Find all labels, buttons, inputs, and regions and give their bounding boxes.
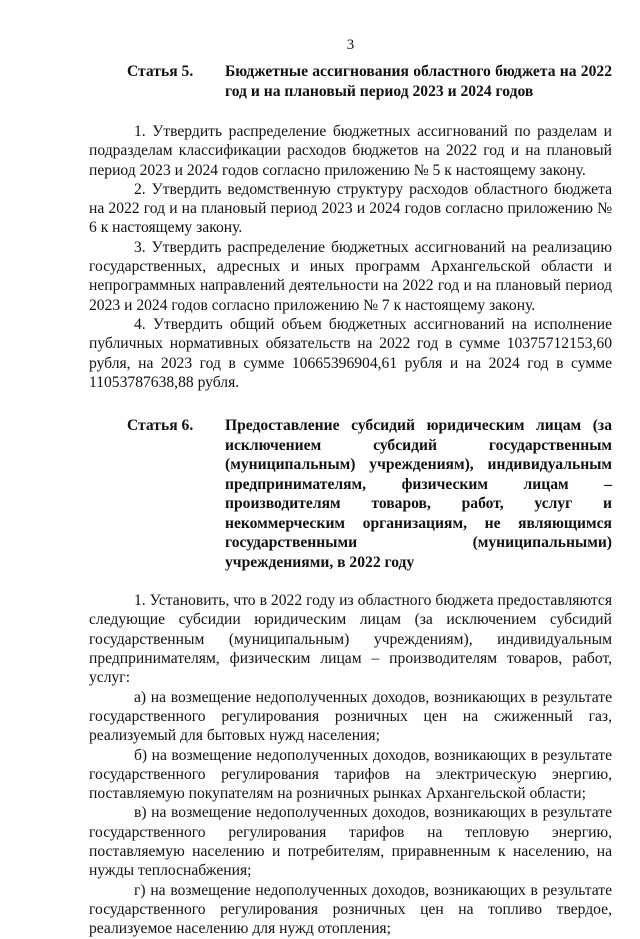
article-6-heading	[89, 416, 612, 572]
article-5-paragraph-1: 1. Утвердить распределение бюджетных ассигнований по разделам и подразделам классификации расходов бюджетов на 2022 год и на плановый период 2023 и 2024 годов согласно приложению № 5 к настоящему закону.	[89, 123, 612, 179]
article-6-paragraph-1: 1. Установить, что в 2022 году из областного бюджета предоставляются следующие субсидии юридическим лицам (за исключением субсидий государственным (муниципальным) учреждениям), индивидуальным предпринимателям, физическим лицам – производителям товаров, работ, услуг:	[89, 592, 612, 687]
article-6-body	[89, 591, 612, 938]
article-6-title: Предоставление субсидий юридическим лицам (за исключением субсидий государственным (муниципальным) учреждениям), индивидуальным предпринимателям, физическим лицам – производителям товаров, работ, услуг и некоммерческим организациям, не являющимся государственными (муниципальными) учреждениями, в 2022 году	[225, 417, 612, 571]
article-6-label: Статья 6.	[127, 417, 194, 435]
article-5-title: Бюджетные ассигнования областного бюджета на 2022 год и на плановый период 2023 и 2024 годов	[225, 63, 612, 100]
article-6-paragraph-a: а) на возмещение недополученных доходов, возникающих в результате государственного регулирования розничных цен на сжиженный газ, реализуемый для бытовых нужд населения;	[89, 688, 612, 745]
page-number: 3	[346, 37, 355, 53]
article-5-body	[89, 122, 612, 392]
article-6-paragraph-b: б) на возмещение недополученных доходов, возникающих в результате государственного регулирования тарифов на электрическую энергию, поставляемую покупателям на розничных рынках Архангельской области;	[89, 746, 612, 803]
article-5-paragraph-3: 3. Утвердить распределение бюджетных ассигнований на реализацию государственных, адресных и иных программ Архангельской области и непрограммных направлений деятельности на 2022 год и на плановый период 2023 и 2024 годов согласно приложению № 7 к настоящему закону.	[89, 238, 612, 314]
article-5-heading	[89, 62, 612, 101]
article-5-label: Статья 5.	[127, 63, 194, 80]
article-6-paragraph-c: в) на возмещение недополученных доходов, возникающих в результате государственного регулирования тарифов на тепловую энергию, поставляемую населению и потребителям, приравненным к населению, на нужды теплоснабжения;	[89, 804, 612, 880]
article-6-paragraph-d: г) на возмещение недополученных доходов, возникающих в результате государственного регулирования розничных цен на топливо твердое, реализуемое населению для нужд отопления;	[89, 881, 612, 938]
article-5-paragraph-4: 4. Утвердить общий объем бюджетных ассигнований на исполнение публичных нормативных обязательств на 2022 год в сумме 10375712153,60 рубля, на 2023 год в сумме 10665396904,61 рубля и на 2024 год в сумме 11053787638,88 рубля.	[89, 315, 612, 391]
article-5-paragraph-2: 2. Утвердить ведомственную структуру расходов областного бюджета на 2022 год и на плановый период 2023 и 2024 годов согласно приложению № 6 к настоящему закону.	[89, 180, 612, 237]
